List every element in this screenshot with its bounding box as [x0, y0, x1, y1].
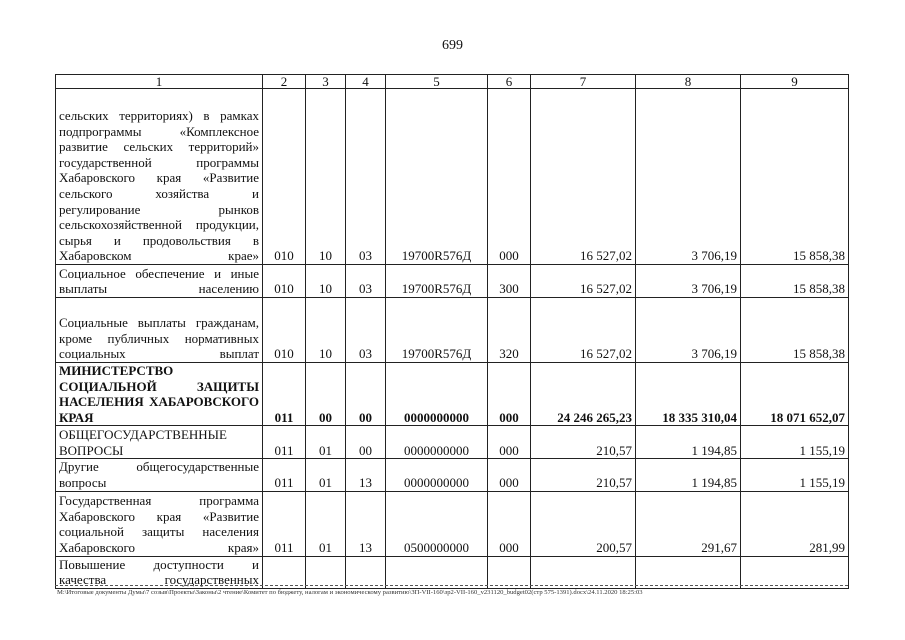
value-cell: 000 [488, 89, 531, 265]
value-cell [741, 556, 849, 588]
row-name-cell: Другие общегосударственные вопросы [56, 459, 263, 491]
value-cell: 000 [488, 491, 531, 556]
value-cell: 10 [306, 89, 346, 265]
value-cell: 01 [306, 491, 346, 556]
value-cell [263, 556, 306, 588]
value-cell: 16 527,02 [531, 89, 636, 265]
value-cell: 011 [263, 363, 306, 426]
value-cell [306, 556, 346, 588]
value-cell: 15 858,38 [741, 89, 849, 265]
value-cell: 210,57 [531, 459, 636, 491]
value-cell: 01 [306, 459, 346, 491]
table-header-row [56, 75, 849, 89]
column-header: 9 [741, 75, 849, 89]
value-cell: 320 [488, 298, 531, 363]
value-cell: 0500000000 [386, 491, 488, 556]
value-cell: 13 [346, 459, 386, 491]
row-name-cell: Социальное обеспечение и иные выплаты населению [56, 265, 263, 298]
value-cell: 16 527,02 [531, 265, 636, 298]
value-cell [346, 556, 386, 588]
value-cell: 00 [346, 426, 386, 459]
value-cell: 010 [263, 89, 306, 265]
value-cell: 3 706,19 [636, 298, 741, 363]
value-cell: 01 [306, 426, 346, 459]
value-cell: 300 [488, 265, 531, 298]
value-cell [386, 556, 488, 588]
value-cell: 011 [263, 491, 306, 556]
value-cell: 000 [488, 426, 531, 459]
value-cell: 3 706,19 [636, 265, 741, 298]
row-name-cell: ОБЩЕГОСУДАРСТВЕННЫЕ ВОПРОСЫ [56, 426, 263, 459]
value-cell: 3 706,19 [636, 89, 741, 265]
value-cell: 03 [346, 298, 386, 363]
value-cell: 19700R576Д [386, 89, 488, 265]
column-header: 1 [56, 75, 263, 89]
value-cell: 00 [306, 363, 346, 426]
value-cell [488, 556, 531, 588]
value-cell: 1 194,85 [636, 426, 741, 459]
value-cell: 19700R576Д [386, 265, 488, 298]
column-header: 5 [386, 75, 488, 89]
value-cell: 18 335 310,04 [636, 363, 741, 426]
value-cell: 0000000000 [386, 426, 488, 459]
value-cell: 18 071 652,07 [741, 363, 849, 426]
table-row [56, 491, 849, 556]
value-cell: 19700R576Д [386, 298, 488, 363]
value-cell: 000 [488, 363, 531, 426]
table-row [56, 265, 849, 298]
table-row [56, 298, 849, 363]
value-cell: 000 [488, 459, 531, 491]
value-cell: 291,67 [636, 491, 741, 556]
value-cell: 15 858,38 [741, 298, 849, 363]
column-header: 2 [263, 75, 306, 89]
value-cell: 10 [306, 298, 346, 363]
table-row [56, 89, 849, 265]
value-cell: 010 [263, 298, 306, 363]
budget-table [55, 74, 849, 589]
value-cell: 03 [346, 89, 386, 265]
column-header: 6 [488, 75, 531, 89]
row-name-cell: Социальные выплаты гражданам, кроме публичных нормативных социальных выплат [56, 298, 263, 363]
column-header: 4 [346, 75, 386, 89]
file-path-footer: М:\Итоговые документы Думы\7 созыв\Проекты\Законы\2 чтение\Комитет по бюджету, налогам и экономическому развитию\ЗП-VII-160\зр2-VII-160_v231120_budget02(стр 575-1391).docx\24.11.2020 18:25:03 [57, 589, 643, 596]
row-name-cell: Повышение доступности и качества государственных [56, 556, 263, 588]
column-header: 7 [531, 75, 636, 89]
value-cell: 03 [346, 265, 386, 298]
value-cell: 16 527,02 [531, 298, 636, 363]
value-cell: 10 [306, 265, 346, 298]
column-header: 8 [636, 75, 741, 89]
value-cell: 011 [263, 459, 306, 491]
value-cell: 1 155,19 [741, 426, 849, 459]
column-header: 3 [306, 75, 346, 89]
value-cell [531, 556, 636, 588]
table-row [56, 363, 849, 426]
value-cell: 0000000000 [386, 459, 488, 491]
value-cell: 010 [263, 265, 306, 298]
value-cell: 1 155,19 [741, 459, 849, 491]
row-name-cell: сельских территориях) в рамках подпрограммы «Комплексное развитие сельских территорий» государственной программы Хабаровского края «Развитие сельского хозяйства и регулирование рынков сельскохозяйственной продукции, сырья и продовольствия в Хабаровском крае» [56, 89, 263, 265]
page-number: 699 [442, 38, 463, 53]
value-cell: 1 194,85 [636, 459, 741, 491]
value-cell [636, 556, 741, 588]
page-divider [55, 585, 848, 586]
value-cell: 15 858,38 [741, 265, 849, 298]
value-cell: 24 246 265,23 [531, 363, 636, 426]
table-row [56, 556, 849, 588]
table-row [56, 426, 849, 459]
value-cell: 210,57 [531, 426, 636, 459]
value-cell: 200,57 [531, 491, 636, 556]
value-cell: 00 [346, 363, 386, 426]
table-row [56, 459, 849, 491]
value-cell: 281,99 [741, 491, 849, 556]
row-name-cell: МИНИСТЕРСТВО СОЦИАЛЬНОЙ ЗАЩИТЫ НАСЕЛЕНИЯ ХАБАРОВСКОГО КРАЯ [56, 363, 263, 426]
row-name-cell: Государственная программа Хабаровского края «Развитие социальной защиты населения Хабаровского края» [56, 491, 263, 556]
value-cell: 13 [346, 491, 386, 556]
value-cell: 011 [263, 426, 306, 459]
value-cell: 0000000000 [386, 363, 488, 426]
